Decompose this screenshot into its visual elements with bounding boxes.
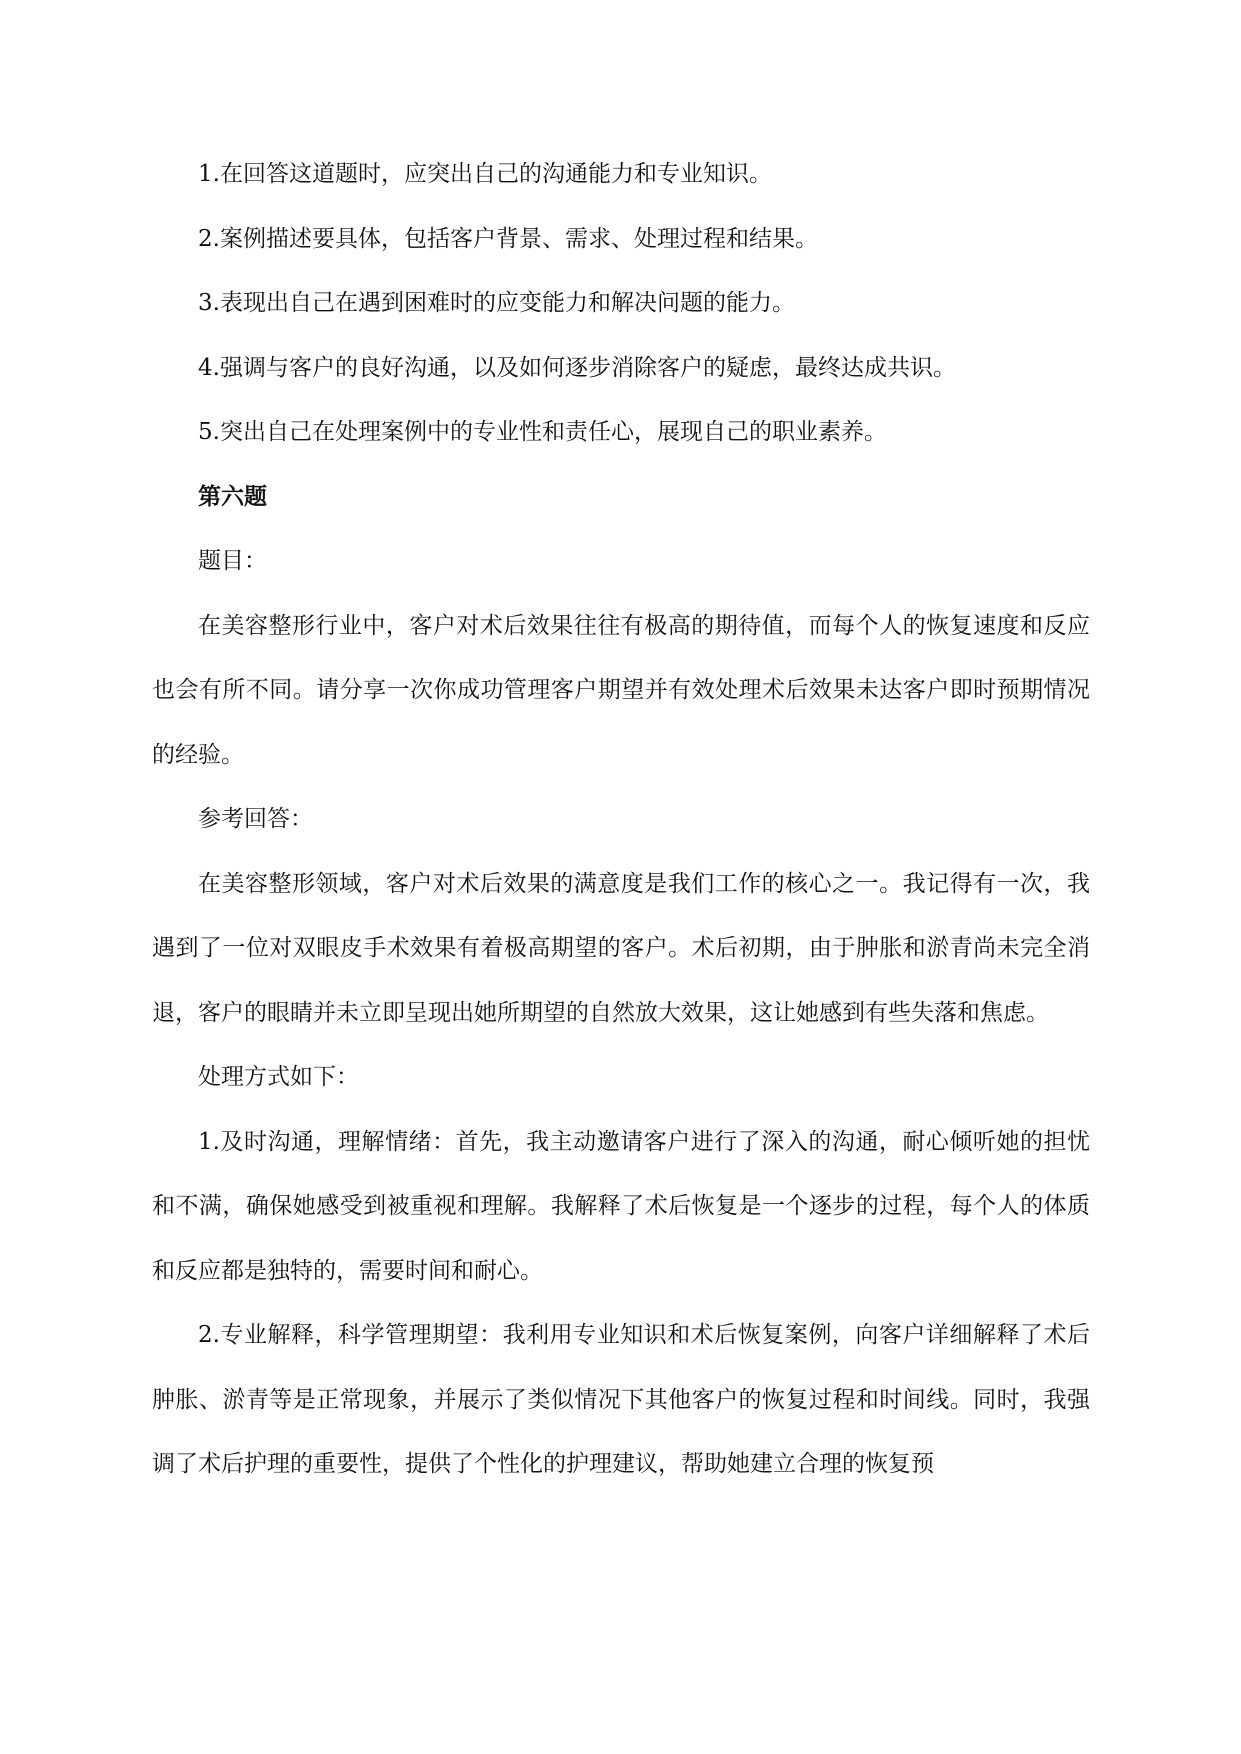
question-label: 题目： — [198, 548, 267, 574]
approach-step-2: 2.专业解释，科学管理期望：我利用专业知识和术后恢复案例，向客户详细解释了术后肿胀、淤青等是正常现象，并展示了类似情况下其他客户的恢复过程和时间线。同时，我强调了术后护理的重要性，提供了个性化的护理建议，帮助她建立合理的恢复预 — [152, 1322, 1090, 1477]
approach-label: 处理方式如下： — [198, 1064, 359, 1090]
tip-5: 5.突出自己在处理案例中的专业性和责任心，展现自己的职业素养。 — [198, 419, 887, 445]
tip-3: 3.表现出自己在遇到困难时的应变能力和解决问题的能力。 — [198, 290, 795, 316]
answer-intro: 在美容整形领域，客户对术后效果的满意度是我们工作的核心之一。我记得有一次，我遇到了一位对双眼皮手术效果有着极高期望的客户。术后初期，由于肿胀和淤青尚未完全消退，客户的眼睛并未立即呈现出她所期望的自然放大效果，这让她感到有些失落和焦虑。 — [152, 870, 1090, 1026]
document-body — [152, 142, 1090, 1497]
tip-2: 2.案例描述要具体，包括客户背景、需求、处理过程和结果。 — [198, 225, 818, 252]
approach-step-1: 1.及时沟通，理解情绪：首先，我主动邀请客户进行了深入的沟通，耐心倾听她的担忧和不满，确保她感受到被重视和理解。我解释了术后恢复是一个逐步的过程，每个人的体质和反应都是独特的，需要时间和耐心。 — [152, 1128, 1090, 1284]
tip-4: 4.强调与客户的良好沟通，以及如何逐步消除客户的疑虑，最终达成共识。 — [198, 354, 956, 381]
section-heading: 第六题 — [198, 482, 267, 510]
tip-1: 1.在回答这道题时，应突出自己的沟通能力和专业知识。 — [198, 161, 772, 187]
question-text: 在美容整形行业中，客户对术后效果往往有极高的期待值，而每个人的恢复速度和反应也会有所不同。请分享一次你成功管理客户期望并有效处理术后效果未达客户即时预期情况的经验。 — [152, 612, 1090, 768]
answer-label: 参考回答： — [198, 806, 313, 832]
